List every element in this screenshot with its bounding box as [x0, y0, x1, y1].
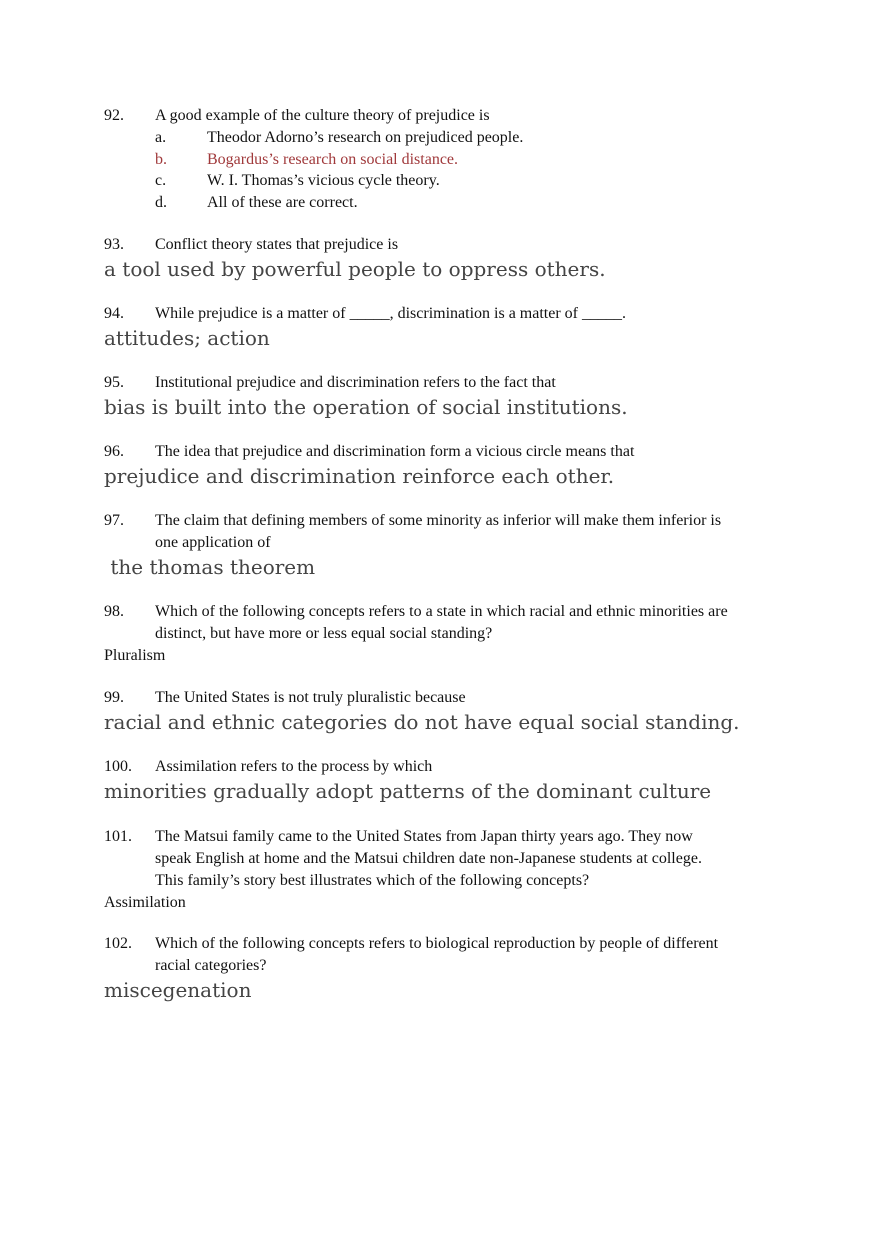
question-line — [104, 826, 794, 848]
question-number: 93. — [104, 236, 124, 253]
question-text-continued: distinct, but have more or less equal social standing? — [155, 625, 493, 642]
question-text: Which of the following concepts refers to biological reproduction by people of different — [155, 935, 719, 952]
question-text: Conflict theory states that prejudice is — [155, 236, 399, 253]
question-99 — [104, 687, 794, 736]
option-text: All of these are correct. — [207, 193, 358, 211]
option-text: Bogardus’s research on social distance. — [207, 150, 459, 168]
question-text-continued: one application of — [155, 534, 271, 551]
question-line — [104, 756, 794, 778]
option-text: W. I. Thomas’s vicious cycle theory. — [207, 172, 440, 189]
question-line — [104, 303, 794, 325]
question-text: A good example of the culture theory of prejudice is — [155, 107, 490, 124]
answer-text: prejudice and discrimination reinforce each other. — [104, 464, 615, 488]
option-c — [104, 170, 794, 192]
question-text: Institutional prejudice and discrimination refers to the fact that — [155, 374, 556, 391]
question-102 — [104, 933, 794, 1004]
question-97 — [104, 510, 794, 581]
question-line — [104, 601, 794, 623]
question-line — [104, 372, 794, 394]
question-number: 101. — [104, 828, 132, 845]
question-text: Which of the following concepts refers to a state in which racial and ethnic minorities are — [155, 603, 728, 620]
question-text: The United States is not truly pluralistic because — [155, 689, 466, 706]
question-number: 98. — [104, 603, 124, 620]
question-text: The claim that defining members of some minority as inferior will make them inferior is — [155, 512, 722, 529]
answer-text: Pluralism — [104, 647, 166, 664]
question-number: 92. — [104, 107, 124, 124]
option-letter: c. — [155, 172, 167, 189]
question-number: 100. — [104, 758, 132, 775]
question-95 — [104, 372, 794, 421]
question-number: 95. — [104, 374, 124, 391]
question-text-continued: racial categories? — [155, 957, 267, 974]
option-a — [104, 127, 794, 149]
option-b-correct — [104, 149, 794, 171]
option-letter: a. — [155, 129, 167, 146]
answer-text: a tool used by powerful people to oppress others. — [104, 257, 606, 281]
question-line — [104, 933, 794, 955]
answer-text: attitudes; action — [104, 326, 270, 350]
option-letter: d. — [155, 193, 167, 211]
question-line — [104, 510, 794, 532]
question-92 — [104, 105, 794, 213]
question-98 — [104, 601, 794, 667]
answer-text: bias is built into the operation of social institutions. — [104, 395, 628, 419]
option-letter: b. — [155, 150, 167, 168]
answer-text: the thomas theorem — [104, 555, 316, 579]
question-line — [104, 234, 794, 256]
question-101 — [104, 826, 794, 914]
question-text-continued: This family’s story best illustrates which of the following concepts? — [155, 872, 590, 889]
answer-text: Assimilation — [104, 894, 186, 911]
option-d — [104, 192, 794, 214]
question-text: While prejudice is a matter of _____, discrimination is a matter of _____. — [155, 305, 626, 322]
question-line — [104, 105, 794, 127]
option-text: Theodor Adorno’s research on prejudiced people. — [207, 129, 524, 146]
answer-text: minorities gradually adopt patterns of the dominant culture — [104, 779, 712, 803]
question-number: 102. — [104, 935, 132, 952]
question-text: The Matsui family came to the United States from Japan thirty years ago. They now — [155, 828, 693, 845]
question-number: 97. — [104, 512, 124, 529]
answer-text: miscegenation — [104, 978, 252, 1002]
question-line — [104, 687, 794, 709]
question-93 — [104, 234, 794, 283]
question-number: 96. — [104, 443, 124, 460]
question-94 — [104, 303, 794, 352]
question-number: 94. — [104, 305, 124, 322]
question-100 — [104, 756, 794, 805]
answer-text: racial and ethnic categories do not have equal social standing. — [104, 710, 740, 734]
question-text: Assimilation refers to the process by which — [155, 758, 433, 775]
question-number: 99. — [104, 689, 124, 706]
question-96 — [104, 441, 794, 490]
question-line — [104, 441, 794, 463]
question-text: The idea that prejudice and discrimination form a vicious circle means that — [155, 443, 635, 460]
question-text-continued: speak English at home and the Matsui children date non-Japanese students at college. — [155, 850, 702, 867]
